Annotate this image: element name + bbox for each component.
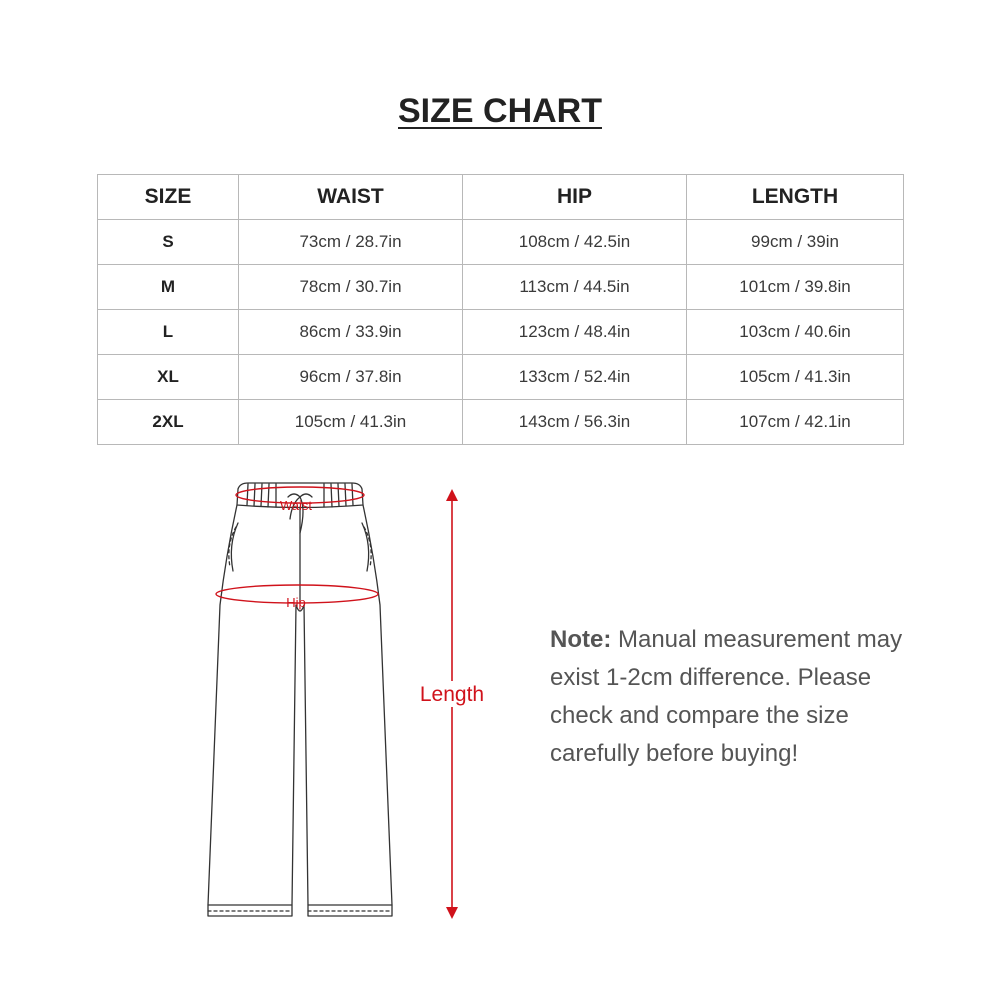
waist-cell: 96cm / 37.8in	[239, 355, 463, 400]
length-label: Length	[419, 683, 485, 706]
length-cell: 103cm / 40.6in	[687, 310, 904, 355]
waist-label: Waist	[279, 498, 313, 513]
table-header-row	[98, 175, 904, 220]
size-cell: M	[98, 265, 239, 310]
page-title: SIZE CHART	[398, 92, 602, 130]
table-row	[98, 265, 904, 310]
waist-cell: 86cm / 33.9in	[239, 310, 463, 355]
table-row	[98, 355, 904, 400]
hip-cell: 143cm / 56.3in	[463, 400, 687, 445]
header-hip: HIP	[463, 175, 687, 220]
length-cell: 101cm / 39.8in	[687, 265, 904, 310]
waist-cell: 105cm / 41.3in	[239, 400, 463, 445]
note-text	[550, 621, 910, 773]
size-cell: S	[98, 220, 239, 265]
waist-cell: 78cm / 30.7in	[239, 265, 463, 310]
size-cell: 2XL	[98, 400, 239, 445]
pants-outline	[208, 483, 392, 916]
size-cell: XL	[98, 355, 239, 400]
pants-measurement-diagram	[200, 475, 500, 945]
waist-cell: 73cm / 28.7in	[239, 220, 463, 265]
note-label: Note:	[550, 626, 612, 653]
table-row	[98, 400, 904, 445]
size-cell: L	[98, 310, 239, 355]
header-waist: WAIST	[239, 175, 463, 220]
size-chart-table	[97, 174, 904, 445]
length-cell: 105cm / 41.3in	[687, 355, 904, 400]
header-size: SIZE	[98, 175, 239, 220]
length-cell: 107cm / 42.1in	[687, 400, 904, 445]
hip-cell: 123cm / 48.4in	[463, 310, 687, 355]
hip-label: Hip	[286, 595, 306, 610]
hip-cell: 113cm / 44.5in	[463, 265, 687, 310]
length-cell: 99cm / 39in	[687, 220, 904, 265]
note-body: Manual measurement may exist 1-2cm difference. Please check and compare the size carefully before buying!	[550, 626, 903, 767]
hip-cell: 133cm / 52.4in	[463, 355, 687, 400]
header-length: LENGTH	[687, 175, 904, 220]
table-row	[98, 220, 904, 265]
hip-cell: 108cm / 42.5in	[463, 220, 687, 265]
table-row	[98, 310, 904, 355]
